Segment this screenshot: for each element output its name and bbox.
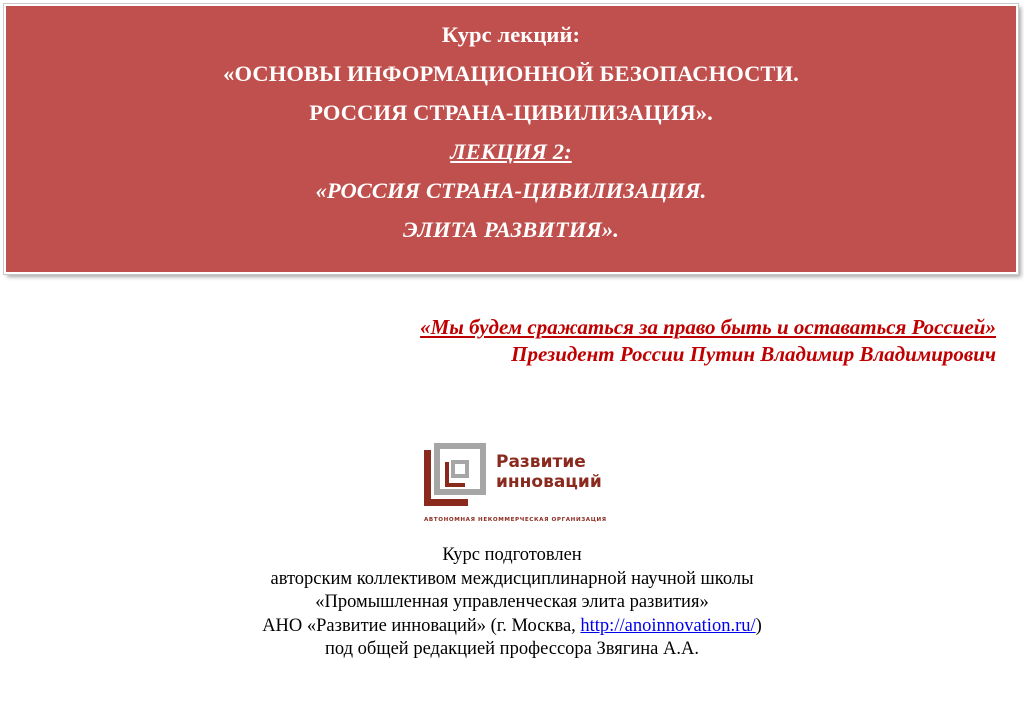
course-label: Курс лекций:	[441, 22, 581, 47]
nested-squares-logo-icon	[418, 442, 488, 508]
logo-subtitle: АВТОНОМНАЯ НЕКОММЕРЧЕСКАЯ ОРГАНИЗАЦИЯ	[424, 517, 607, 523]
quote-text: «Мы будем сражаться за право быть и оставаться Россией»	[420, 315, 996, 339]
course-title-line-1: «ОСНОВЫ ИНФОРМАЦИОННОЙ БЕЗОПАСНОСТИ.	[223, 61, 799, 86]
organization-logo	[418, 442, 618, 528]
course-banner	[4, 4, 1018, 274]
lecture-title-line-1: «РОССИЯ СТРАНА-ЦИВИЛИЗАЦИЯ.	[315, 178, 707, 203]
credits-line-5: под общей редакцией профессора Звягина А.А.	[325, 639, 699, 659]
logo-name-line-1: Развитие	[496, 452, 586, 472]
credits-line-4-prefix: АНО «Развитие инноваций» (г. Москва,	[262, 615, 581, 636]
logo-name-line-2: инноваций	[496, 472, 602, 492]
epigraph-quote	[420, 314, 996, 368]
lecture-label: ЛЕКЦИЯ 2:	[450, 139, 572, 164]
credits-line-1: Курс подготовлен	[442, 545, 582, 565]
organization-website-link[interactable]: http://anoinnovation.ru/	[580, 615, 756, 636]
course-title-line-2: РОССИЯ СТРАНА-ЦИВИЛИЗАЦИЯ».	[309, 100, 713, 125]
logo-name	[496, 452, 602, 492]
lecture-title-line-2: ЭЛИТА РАЗВИТИЯ».	[403, 217, 619, 242]
quote-author: Президент России Путин Владимир Владимирович	[511, 342, 996, 366]
credits-block	[0, 544, 1024, 662]
credits-line-2: авторским коллективом междисциплинарной научной школы	[270, 568, 754, 589]
credits-line-4	[0, 615, 1024, 639]
credits-line-3: «Промышленная управленческая элита развития»	[315, 592, 709, 612]
credits-line-4-suffix: )	[755, 615, 762, 636]
